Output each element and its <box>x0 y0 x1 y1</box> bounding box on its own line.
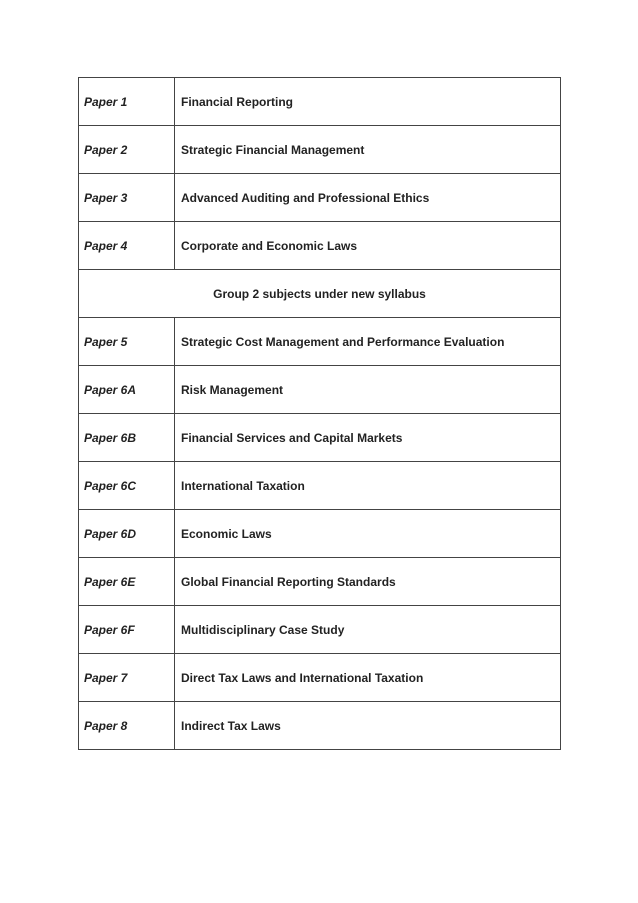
table-row <box>79 222 561 270</box>
table-row <box>79 174 561 222</box>
paper-number: Paper 6F <box>79 606 175 654</box>
table-row <box>79 126 561 174</box>
table-row <box>79 78 561 126</box>
subject-name: Strategic Cost Management and Performance Evaluation <box>175 318 561 366</box>
subject-name: Indirect Tax Laws <box>175 702 561 750</box>
paper-number: Paper 8 <box>79 702 175 750</box>
subject-name: Economic Laws <box>175 510 561 558</box>
table-row <box>79 654 561 702</box>
paper-number: Paper 4 <box>79 222 175 270</box>
table-row <box>79 558 561 606</box>
table-row <box>79 510 561 558</box>
paper-number: Paper 3 <box>79 174 175 222</box>
paper-number: Paper 6A <box>79 366 175 414</box>
group-heading-row <box>79 270 561 318</box>
table-row <box>79 702 561 750</box>
paper-number: Paper 6B <box>79 414 175 462</box>
paper-number: Paper 6C <box>79 462 175 510</box>
group-heading: Group 2 subjects under new syllabus <box>79 270 561 318</box>
paper-number: Paper 2 <box>79 126 175 174</box>
subject-name: Global Financial Reporting Standards <box>175 558 561 606</box>
subject-name: Strategic Financial Management <box>175 126 561 174</box>
paper-number: Paper 7 <box>79 654 175 702</box>
table-row <box>79 606 561 654</box>
subject-name: International Taxation <box>175 462 561 510</box>
table-row <box>79 366 561 414</box>
table-row <box>79 414 561 462</box>
subject-name: Corporate and Economic Laws <box>175 222 561 270</box>
paper-number: Paper 6E <box>79 558 175 606</box>
paper-number: Paper 6D <box>79 510 175 558</box>
syllabus-table <box>78 77 561 750</box>
subject-name: Financial Reporting <box>175 78 561 126</box>
subject-name: Financial Services and Capital Markets <box>175 414 561 462</box>
subject-name: Risk Management <box>175 366 561 414</box>
table-row <box>79 462 561 510</box>
subject-name: Advanced Auditing and Professional Ethics <box>175 174 561 222</box>
table-row <box>79 318 561 366</box>
subject-name: Direct Tax Laws and International Taxation <box>175 654 561 702</box>
paper-number: Paper 1 <box>79 78 175 126</box>
paper-number: Paper 5 <box>79 318 175 366</box>
subject-name: Multidisciplinary Case Study <box>175 606 561 654</box>
